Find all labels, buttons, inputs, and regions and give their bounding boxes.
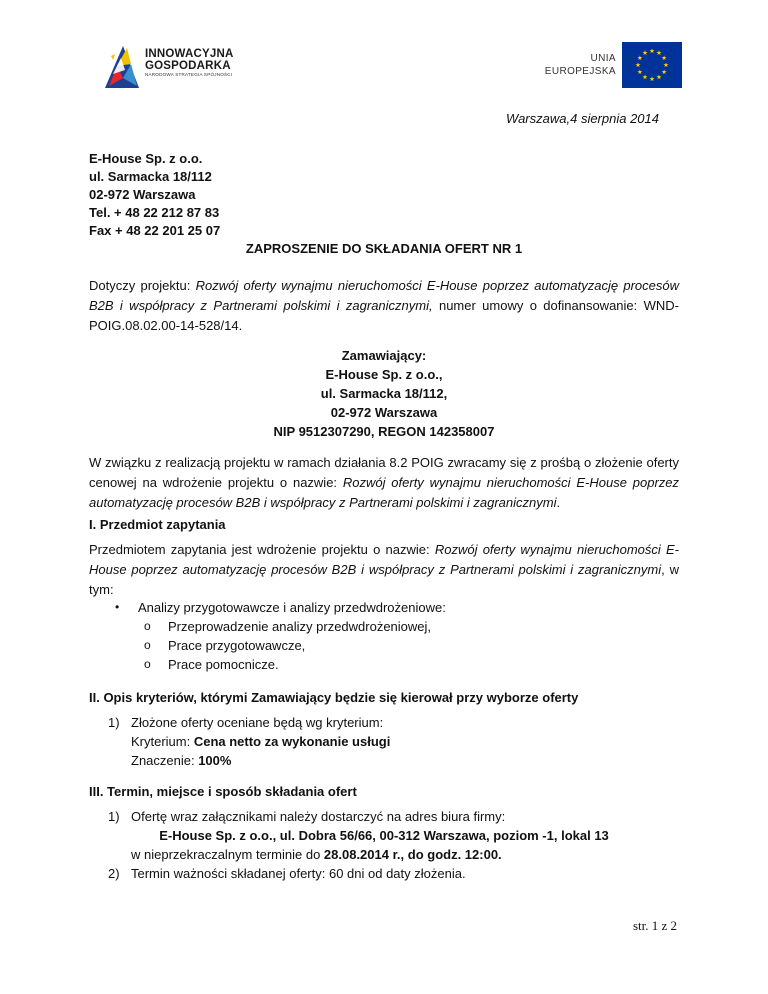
ordering-line: NIP 9512307290, REGON 142358007 [273, 424, 495, 439]
sender-line: E-House Sp. z o.o. [89, 151, 203, 166]
item-number: 1) [108, 809, 120, 824]
project-paragraph [89, 276, 679, 336]
page-number: str. 1 z 2 [632, 918, 677, 933]
deadline-value: 28.08.2014 r., do godz. 12:00. [323, 847, 502, 862]
circle-bullet-icon: o [144, 638, 151, 652]
eu-flag-icon [622, 42, 682, 88]
eu-logo-line2: EUROPEJSKA [544, 66, 616, 77]
sub-list-text: Przeprowadzenie analizy przedwdrożeniowej, [168, 619, 432, 634]
criterion-label: Kryterium: [131, 734, 194, 749]
item-text: Termin ważności składanej oferty: 60 dni od daty złożenia. [131, 866, 466, 881]
ig-logo-line2: GOSPODARKA [145, 60, 231, 72]
realizacja-lead: W związku z realizacją projektu w ramach działania 8.2 POIG zwracamy się z prośbą o złożenie oferty cenowej na wdrożenie projektu o nazwie: [89, 455, 679, 490]
item-number: 1) [108, 715, 120, 730]
sender-line: 02-972 Warszawa [89, 187, 196, 202]
project-lead: Dotyczy projektu: [89, 278, 196, 293]
eu-logo-line1: UNIA [590, 53, 616, 64]
submission-address: E-House Sp. z o.o., ul. Dobra 56/66, 00-312 Warszawa, poziom -1, lokal 13 [159, 828, 609, 843]
ordering-party-block [0, 346, 768, 441]
przedmiot-tail: , w tym: [89, 562, 679, 597]
circle-bullet-icon: o [144, 619, 151, 633]
ordering-line: E-House Sp. z o.o., [325, 367, 443, 382]
sub-list-text: Prace przygotowawcze, [168, 638, 306, 653]
ordering-line: Zamawiający: [341, 348, 427, 363]
item-number: 2) [108, 866, 120, 881]
deadline-lead: w nieprzekraczalnym terminie do [131, 847, 324, 862]
section-heading-1: I. Przedmiot zapytania [89, 517, 226, 532]
weight-value: 100% [198, 753, 232, 768]
realizacja-tail: . [556, 495, 561, 510]
sender-line: Fax + 48 22 201 25 07 [89, 223, 221, 238]
ig-emblem-icon [103, 44, 141, 90]
project-name: Rozwój oferty wynajmu nieruchomości E-House poprzez automatyzację procesów B2B i współpracy z Partnerami polskimi i zagranicznymi, [89, 278, 679, 313]
sub-list-text: Prace pomocnicze. [168, 657, 279, 672]
document-title: ZAPROSZENIE DO SKŁADANIA OFERT NR 1 [245, 241, 523, 256]
ig-logo-line3: NARODOWA STRATEGIA SPÓJNOŚCI [145, 72, 233, 77]
sender-line: ul. Sarmacka 18/112 [89, 169, 212, 184]
criterion-line [131, 732, 390, 751]
sender-address-block [89, 150, 220, 240]
ordering-line: 02-972 Warszawa [330, 405, 438, 420]
deadline-line [131, 845, 502, 864]
item-text: Złożone oferty oceniane będą wg kryterium: [131, 715, 384, 730]
project-tail: numer umowy o dofinansowanie: WND-POIG.08.02.00-14-528/14. [89, 298, 679, 333]
sender-line: Tel. + 48 22 212 87 83 [89, 205, 220, 220]
section-heading-2: II. Opis kryteriów, którymi Zamawiający będzie się kierował przy wyborze oferty [89, 690, 579, 705]
realizacja-paragraph [89, 453, 679, 513]
item-text: Ofertę wraz załącznikami należy dostarczyć na adres biura firmy: [131, 809, 506, 824]
circle-bullet-icon: o [144, 657, 151, 671]
bullet-text: Analizy przygotowawcze i analizy przedwdrożeniowe: [138, 600, 446, 615]
bullet-icon: • [115, 600, 120, 614]
weight-line [131, 751, 231, 770]
ordering-line: ul. Sarmacka 18/112, [320, 386, 448, 401]
przedmiot-lead: Przedmiotem zapytania jest wdrożenie projektu o nazwie: [89, 542, 435, 557]
przedmiot-project-name: Rozwój oferty wynajmu nieruchomości E-House poprzez automatyzację procesów B2B i współpracy z Partnerami polskimi i zagranicznymi [89, 542, 679, 577]
eu-logo [532, 42, 682, 90]
przedmiot-paragraph [89, 540, 679, 600]
realizacja-project-name: Rozwój oferty wynajmu nieruchomości E-House poprzez automatyzację procesów B2B i współpracy z Partnerami polskimi i zagranicznymi [89, 475, 680, 510]
criterion-value: Cena netto za wykonanie usługi [193, 734, 391, 749]
section-heading-3: III. Termin, miejsce i sposób składania ofert [89, 784, 357, 799]
ig-logo-line1: INNOWACYJNA [145, 48, 234, 60]
weight-label: Znaczenie: [131, 753, 199, 768]
letter-date: Warszawa,4 sierpnia 2014 [506, 111, 659, 126]
innowacyjna-gospodarka-logo [103, 44, 293, 94]
